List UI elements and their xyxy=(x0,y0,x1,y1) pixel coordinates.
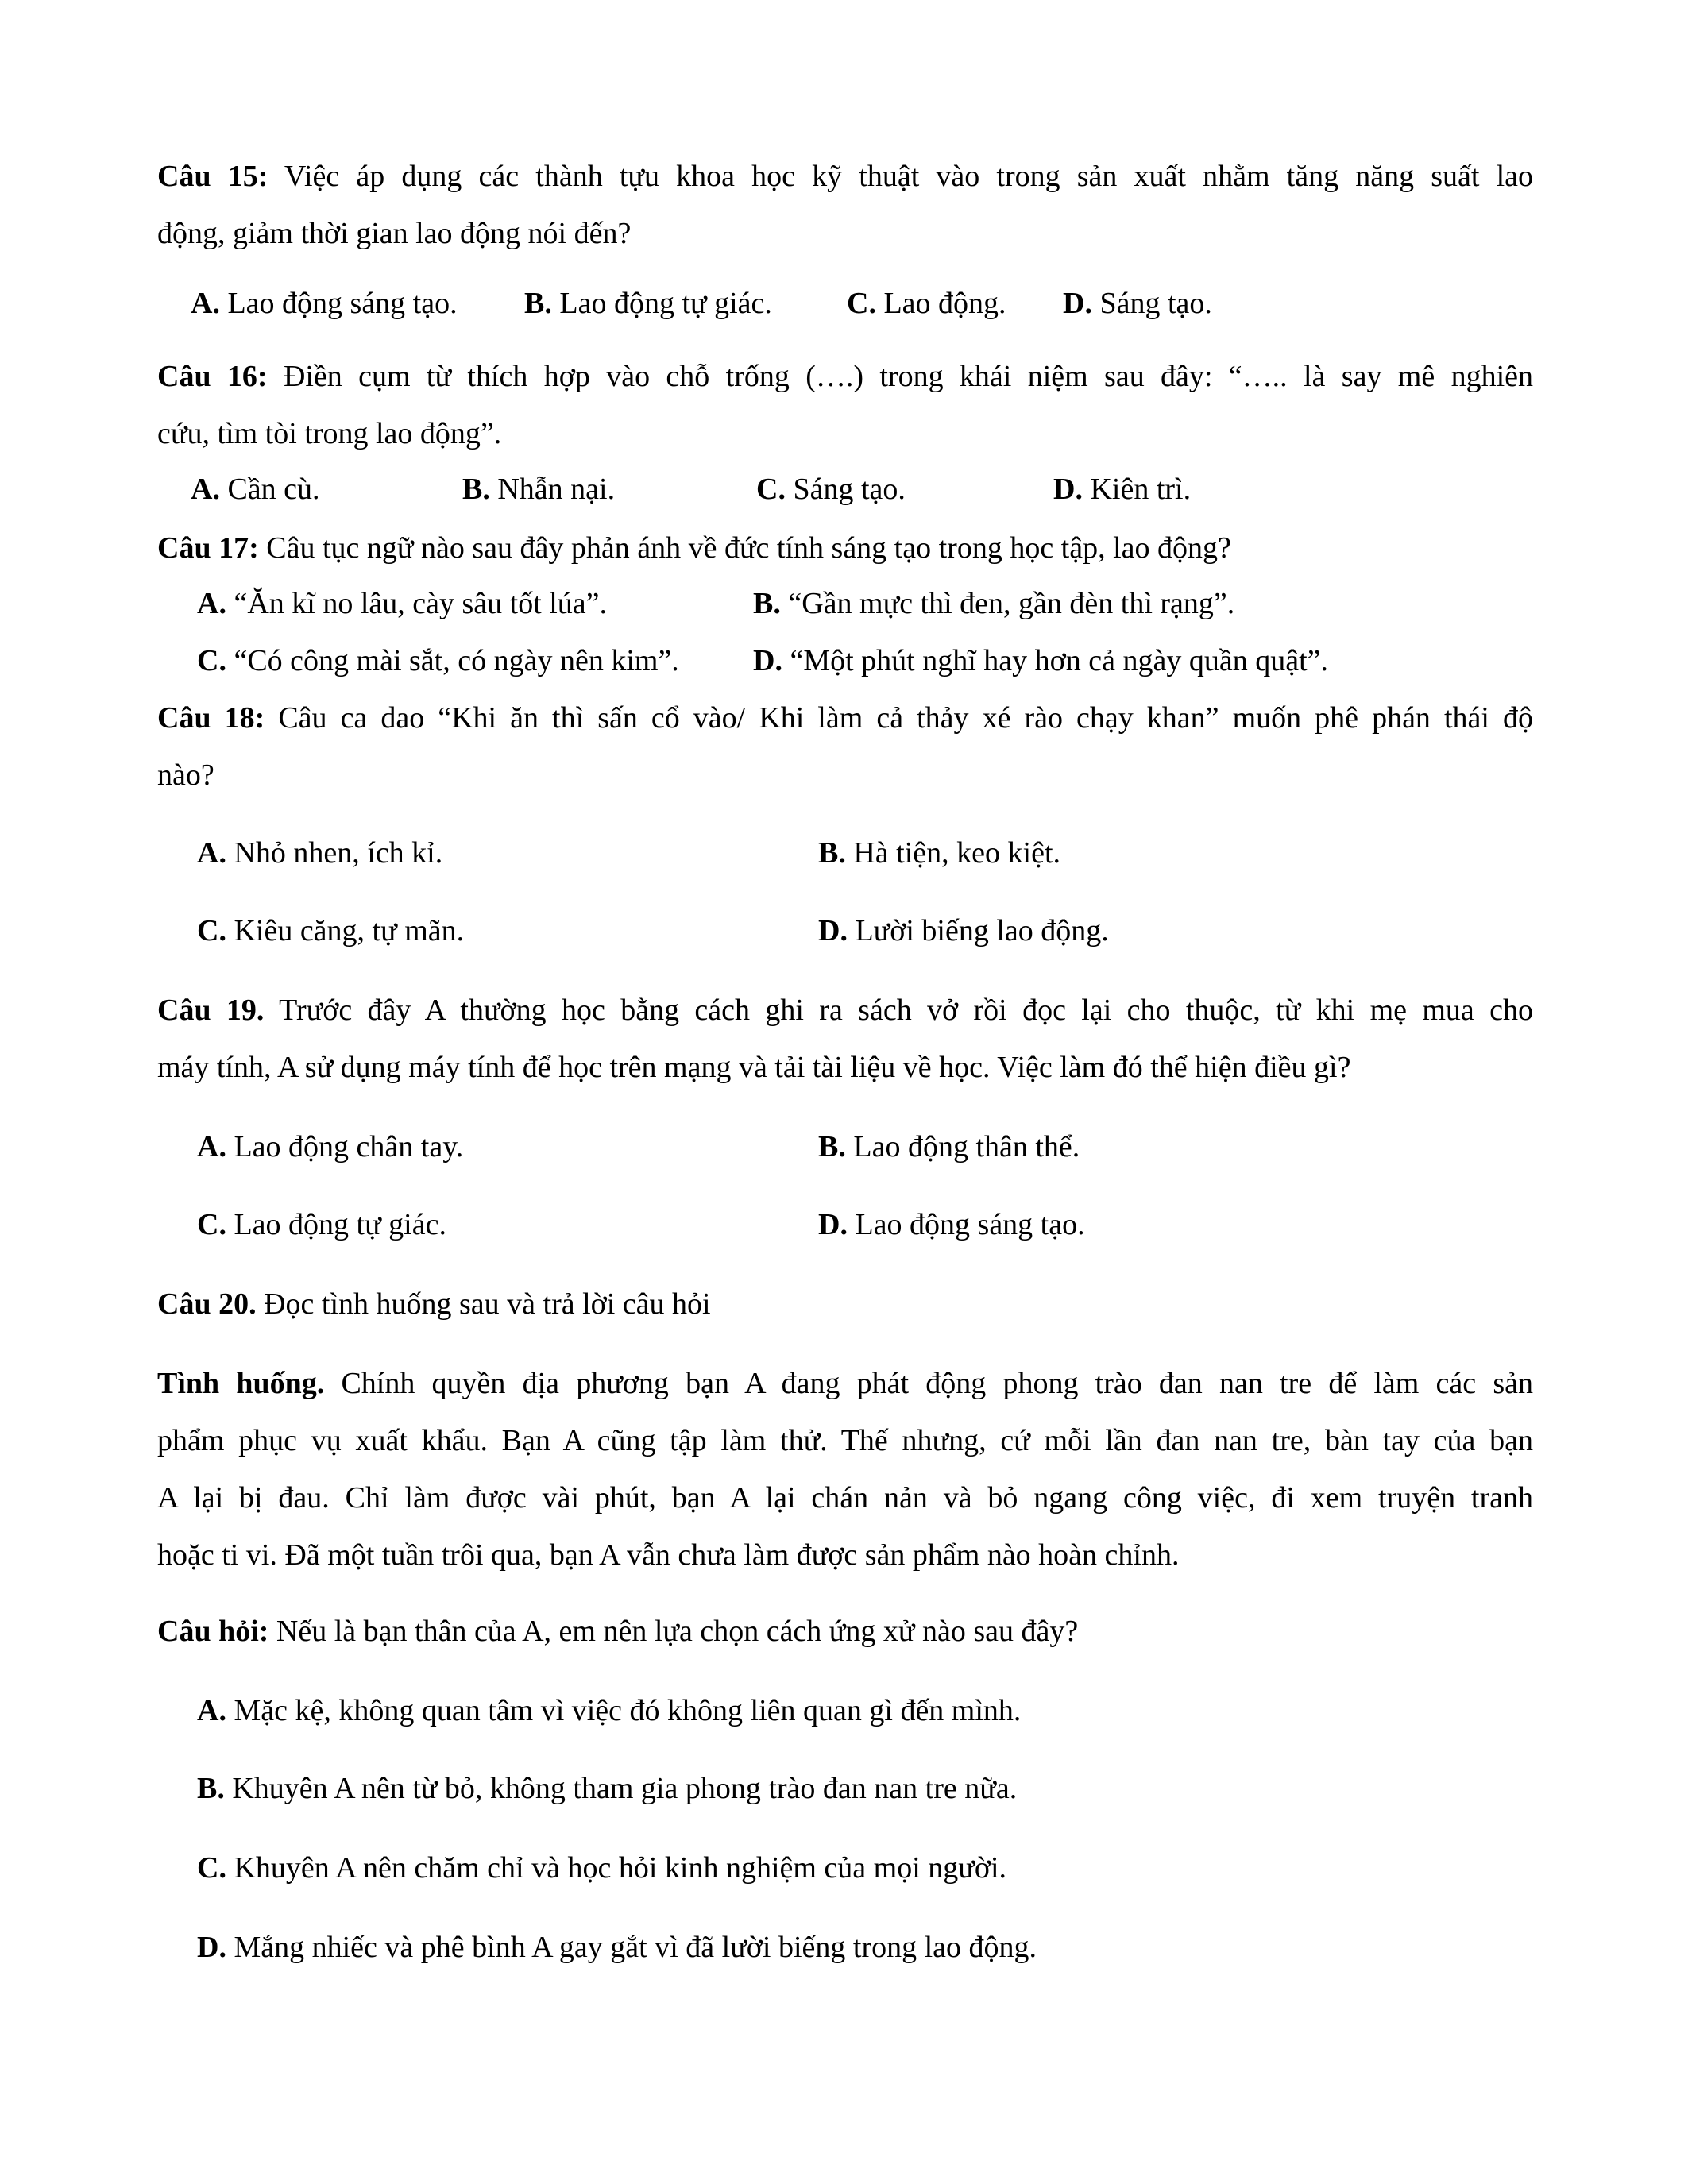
question-18 xyxy=(157,689,1533,804)
option-a: A. Lao động chân tay. xyxy=(197,1130,464,1163)
option-c: C. Lao động. xyxy=(847,287,1006,320)
question-20 xyxy=(157,1275,711,1333)
question-text: cứu, tìm tòi trong lao động”. xyxy=(157,417,502,450)
option-c: C. Sáng tạo. xyxy=(756,473,906,506)
option-c: C. Kiêu căng, tự mãn. xyxy=(197,914,465,947)
option-d: D. Lười biếng lao động. xyxy=(818,914,1109,947)
question-label: Câu 17: xyxy=(157,531,259,565)
question-text: máy tính, A sử dụng máy tính để học trên mạng và tải tài liệu về học. Việc làm đó thể hiện điều gì? xyxy=(157,1051,1351,1084)
question-label: Câu 15: xyxy=(157,160,268,193)
question-15 xyxy=(157,148,1533,262)
situation-paragraph: Tình huống. Chính quyền địa phương bạn A đang phát động phong trào đan nan tre để làm các sản phẩm phục vụ xuất khẩu. Bạn A cũng tập làm thử. Thế nhưng, cứ mỗi lần đan nan tre, bàn tay của bạn A lại bị đau. Chỉ làm được vài phút, bạn A lại chán nản và bỏ ngang công việc, đi xem truyện tranh hoặc ti vi. Đã một tuần trôi qua, bạn A vẫn chưa làm được sản phẩm nào hoàn chỉnh. xyxy=(157,1367,1533,1572)
option-a: A. Cần cù. xyxy=(191,473,320,506)
option-b: B. Hà tiện, keo kiệt. xyxy=(818,836,1060,870)
option-c: C. “Có công mài sắt, có ngày nên kim”. xyxy=(197,644,679,677)
option-b: B. Lao động thân thể. xyxy=(818,1130,1080,1163)
option-a: A. Nhỏ nhen, ích kỉ. xyxy=(197,836,443,870)
question-label: Câu 19. xyxy=(157,994,265,1027)
option-b: B. Khuyên A nên từ bỏ, không tham gia phong trào đan nan tre nữa. xyxy=(197,1772,1018,1805)
question-text: Điền cụm từ thích hợp vào chỗ trống (….) trong khái niệm sau đây: “….. là say mê nghiên xyxy=(267,360,1534,393)
option-d: D. Kiên trì. xyxy=(1053,473,1192,506)
question-label: Câu 16: xyxy=(157,360,268,393)
question-text: Câu ca dao “Khi ăn thì sấn cổ vào/ Khi làm cả thảy xé rào chạy khan” muốn phê phán thái độ xyxy=(265,701,1533,735)
option-d: D. Lao động sáng tạo. xyxy=(818,1208,1085,1241)
question-17 xyxy=(157,519,1231,577)
option-c: C. Khuyên A nên chăm chỉ và học hỏi kinh nghiệm của mọi người. xyxy=(197,1851,1007,1885)
question-text: Việc áp dụng các thành tựu khoa học kỹ thuật vào trong sản xuất nhằm tăng năng suất lao xyxy=(268,160,1533,193)
option-a: A. Lao động sáng tạo. xyxy=(191,287,458,320)
situation-label: Tình huống. xyxy=(157,1367,325,1400)
option-a: A. Mặc kệ, không quan tâm vì việc đó không liên quan gì đến mình. xyxy=(197,1694,1022,1727)
question-text: Đọc tình huống sau và trả lời câu hỏi xyxy=(256,1287,711,1321)
question-16 xyxy=(157,348,1533,462)
sub-question-label: Câu hỏi: xyxy=(157,1615,269,1648)
option-b: B. Nhẫn nại. xyxy=(462,473,616,506)
sub-question: Câu hỏi: Nếu là bạn thân của A, em nên lựa chọn cách ứng xử nào sau đây? xyxy=(157,1615,1079,1648)
option-b: B. “Gần mực thì đen, gần đèn thì rạng”. xyxy=(753,587,1235,620)
question-text: nào? xyxy=(157,758,214,792)
option-a: A. “Ăn kĩ no lâu, cày sâu tốt lúa”. xyxy=(197,587,608,620)
option-b: B. Lao động tự giác. xyxy=(524,287,772,320)
option-d: D. Mắng nhiếc và phê bình A gay gắt vì đã lười biếng trong lao động. xyxy=(197,1931,1037,1964)
option-c: C. Lao động tự giác. xyxy=(197,1208,446,1241)
question-19 xyxy=(157,982,1533,1096)
question-text: Câu tục ngữ nào sau đây phản ánh về đức tính sáng tạo trong học tập, lao động? xyxy=(258,531,1231,565)
option-d: D. Sáng tạo. xyxy=(1063,287,1212,320)
question-label: Câu 20. xyxy=(157,1287,257,1321)
option-d: D. “Một phút nghĩ hay hơn cả ngày quần quật”. xyxy=(753,644,1328,677)
question-text: Trước đây A thường học bằng cách ghi ra sách vở rồi đọc lại cho thuộc, từ khi mẹ mua cho xyxy=(264,994,1534,1027)
question-label: Câu 18: xyxy=(157,701,265,735)
question-text: động, giảm thời gian lao động nói đến? xyxy=(157,217,632,250)
